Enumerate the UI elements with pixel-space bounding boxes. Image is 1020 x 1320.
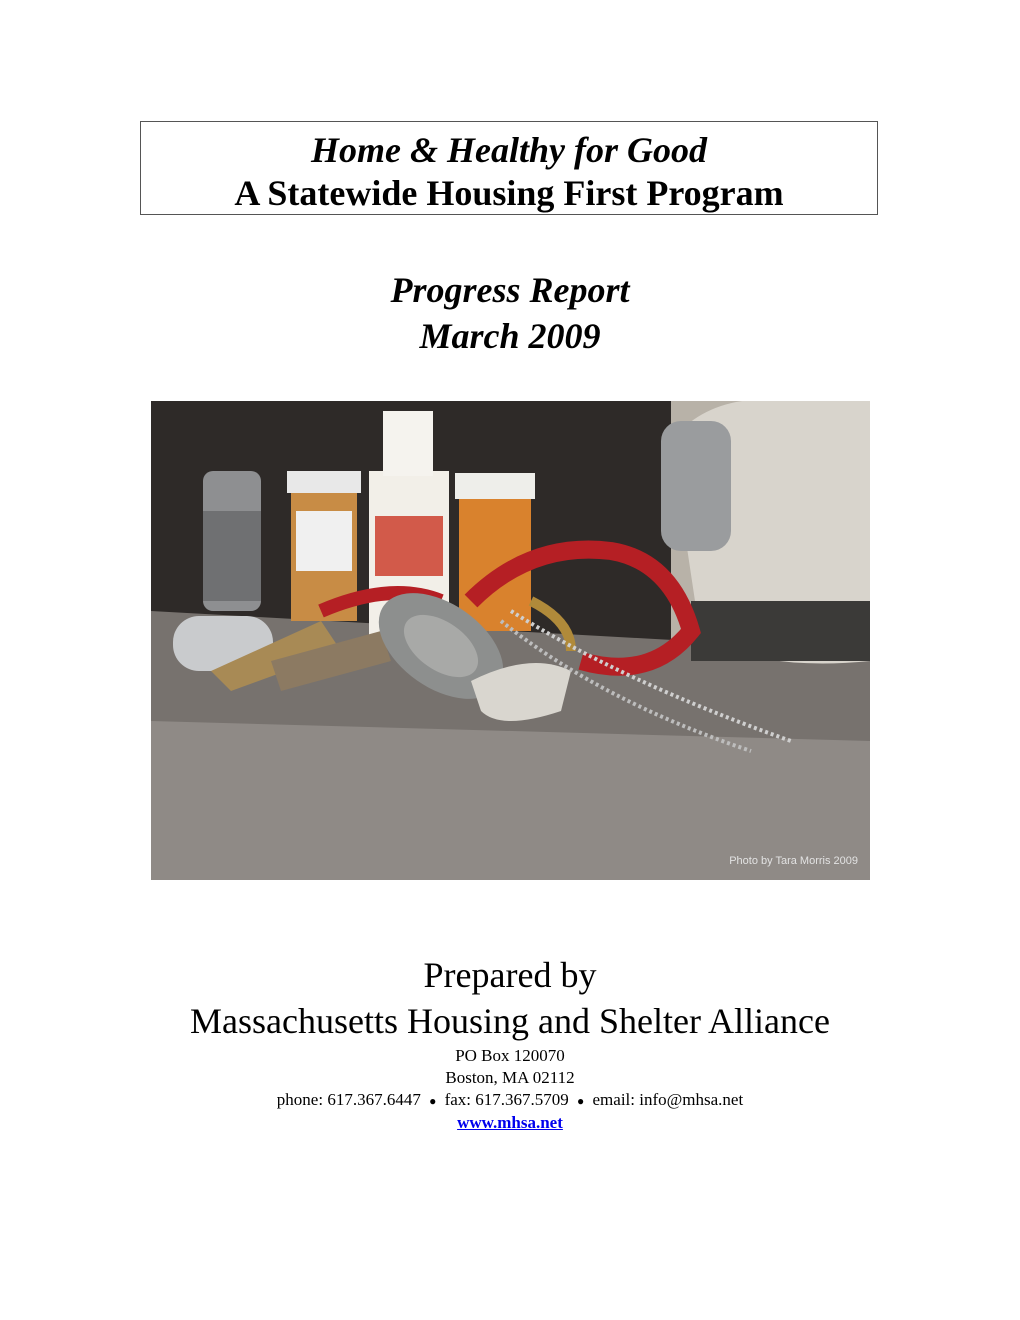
program-subtitle: A Statewide Housing First Program <box>234 173 784 213</box>
phone-number: phone: 617.367.6447 <box>276 1090 421 1109</box>
report-title: Progress Report <box>390 270 630 310</box>
title-box <box>140 121 878 215</box>
contact-line <box>0 1089 1020 1112</box>
report-date: March 2009 <box>419 316 601 356</box>
city-state-zip: Boston, MA 02112 <box>445 1068 575 1087</box>
program-title: Home & Healthy for Good <box>311 130 707 170</box>
website-line <box>0 1112 1020 1133</box>
bullet-separator: ● <box>429 1094 437 1108</box>
organization-name: Massachusetts Housing and Shelter Alliance <box>190 1001 830 1041</box>
email-address: email: info@mhsa.net <box>592 1090 744 1109</box>
keys-photo-illustration <box>151 401 870 880</box>
photo-credit: Photo by Tara Morris 2009 <box>729 855 858 867</box>
po-box: PO Box 120070 <box>455 1046 565 1065</box>
website-link[interactable]: www.mhsa.net <box>457 1113 563 1132</box>
bullet-separator: ● <box>577 1094 585 1108</box>
prepared-by: Prepared by <box>423 955 597 995</box>
cover-photo <box>151 401 870 880</box>
fax-number: fax: 617.367.5709 <box>444 1090 569 1109</box>
